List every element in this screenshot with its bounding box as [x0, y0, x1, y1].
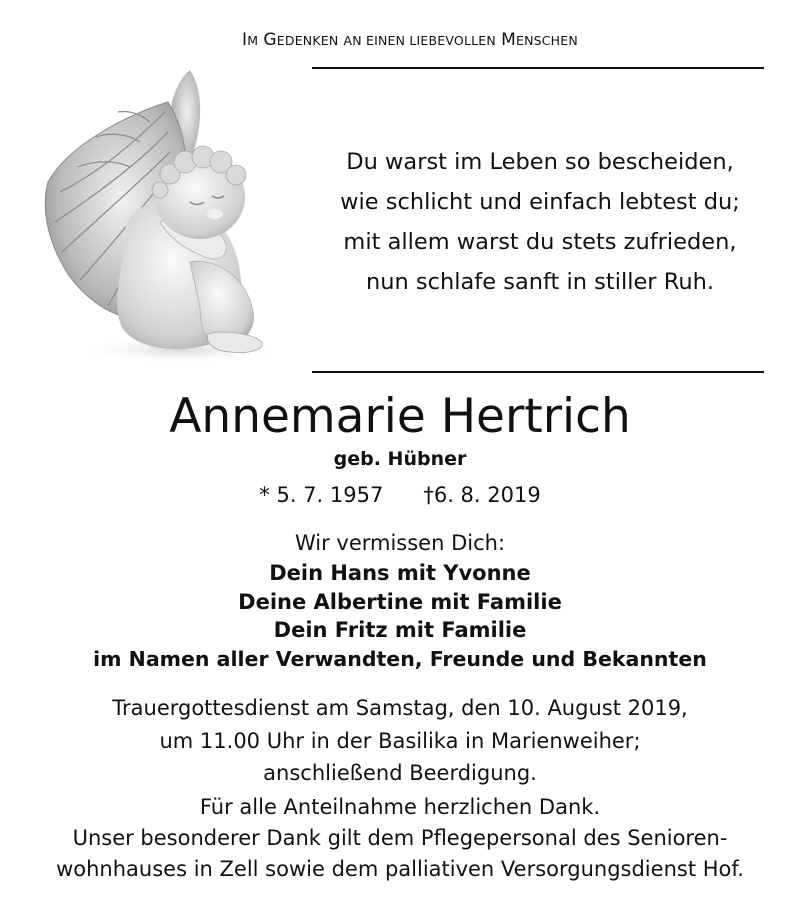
memorial-heading	[190, 30, 630, 50]
special-thanks	[0, 823, 800, 885]
poem-line: Du warst im Leben so bescheiden,	[346, 149, 734, 175]
heading-word: ENSCHEN	[515, 33, 578, 48]
heading-word: AN EINEN LIEBEVOLLEN	[343, 33, 496, 48]
birth-name: geb. Hübner	[333, 448, 467, 470]
family-line: Dein Hans mit Yvonne	[269, 561, 531, 585]
service-line: anschließend Beerdigung.	[263, 761, 537, 785]
service-line: um 11.00 Uhr in der Basilika in Marienweiher;	[159, 728, 641, 753]
death-date: †6. 8. 2019	[423, 483, 541, 507]
poem	[300, 142, 780, 302]
family-line: im Namen aller Verwandten, Freunde und Bekannten	[93, 646, 707, 671]
bottom-divider	[312, 371, 764, 373]
birth-date: * 5. 7. 1957	[259, 483, 384, 507]
deceased-name: Annemarie Hertrich	[169, 389, 631, 444]
heading-word: EDENKEN	[276, 33, 339, 48]
life-dates	[0, 483, 800, 507]
heading-letter: I	[242, 30, 248, 50]
missed-intro: Wir vermissen Dich:	[294, 531, 506, 555]
angel-icon	[40, 62, 280, 367]
thanks-line: Für alle Anteilnahme herzlichen Dank.	[199, 795, 601, 819]
service-line: Trauergottesdienst am Samstag, den 10. August 2019,	[112, 696, 688, 720]
poem-line: mit allem warst du stets zufrieden,	[343, 229, 737, 255]
heading-letter: G	[263, 30, 277, 50]
service-info	[0, 692, 800, 790]
family-line: Dein Fritz mit Familie	[273, 618, 527, 642]
heading-letter: M	[501, 30, 516, 50]
family-list	[0, 559, 800, 673]
special-thanks-line: wohnhauses in Zell sowie dem palliativen Versorgungsdienst Hof.	[56, 857, 744, 881]
poem-line: nun schlafe sanft in stiller Ruh.	[365, 269, 714, 295]
heading-word: M	[247, 33, 259, 48]
top-divider	[312, 67, 764, 69]
special-thanks-line: Unser besonderer Dank gilt dem Pflegepersonal des Senioren-	[72, 826, 728, 850]
family-line: Deine Albertine mit Familie	[238, 589, 562, 614]
poem-line: wie schlicht und einfach lebtest du;	[340, 189, 740, 215]
